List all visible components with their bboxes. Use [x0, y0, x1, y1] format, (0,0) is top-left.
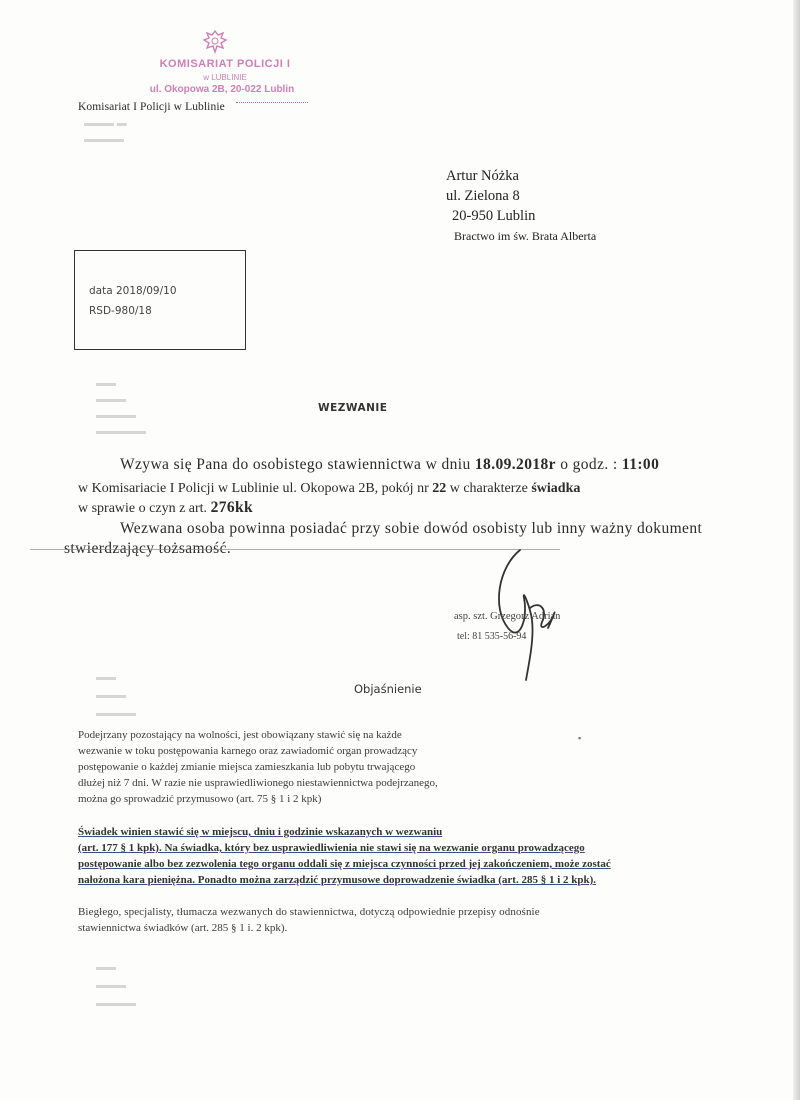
scan-line — [30, 549, 560, 550]
case-number: RSD-980/18 — [89, 305, 152, 317]
police-stamp — [140, 28, 310, 104]
expert-rule-line: Biegłego, specjalisty, tłumacza wezwanych do stawiennictwa, dotyczą odpowiednie przepisy odnośnie — [78, 906, 540, 918]
stamp-line-2: w LUBLINIE — [203, 73, 247, 82]
summons-time-label: o godz. : — [555, 456, 622, 473]
signatory-phone: tel: 81 535-56-94 — [457, 631, 527, 642]
stray-mark: ▪ — [578, 733, 582, 743]
bleed-through-mark: ▬▬▬ — [96, 394, 126, 405]
sender-name: Komisariat I Policji w Lublinie — [78, 101, 225, 113]
bleed-through-mark: ▬▬ — [96, 962, 116, 973]
scan-edge-shadow — [793, 0, 800, 1100]
explanation-line: wezwanie w toku postępowania karnego oraz zawiadomić organ prowadzący — [78, 745, 418, 757]
explanation-title: Objaśnienie — [354, 682, 422, 696]
bleed-through-mark: ▬▬▬▬▬ — [96, 426, 146, 437]
witness-duty-line: nałożona kara pieniężna. Ponadto można zarządzić przymusowe doprowadzenie świadka (art. 285 § 1 i 2 kpk). — [78, 874, 597, 886]
expert-rule-line: stawiennictwa świadków (art. 285 § 1 i. 2 kpk). — [78, 922, 288, 934]
stamp-dotted-line — [236, 102, 308, 103]
summons-line-4: Wezwana osoba powinna posiadać przy sobie dowód osobisty lub inny ważny dokument — [120, 520, 703, 537]
explanation-line: dłużej niż 7 dni. W razie nie usprawiedliwionego niestawiennictwa podejrzanego, — [78, 777, 438, 789]
document-date: data 2018/09/10 — [89, 285, 177, 297]
recipient-city: 20-950 Lublin — [452, 208, 536, 224]
stamp-line-1: KOMISARIAT POLICJI I — [159, 58, 291, 70]
witness-duty-line: Świadek winien stawić się w miejscu, dniu i godzinie wskazanych w wezwaniu — [78, 826, 443, 838]
summons-role: świadka — [531, 481, 581, 496]
eagle-emblem-icon — [200, 28, 230, 56]
bleed-through-mark: ▬▬ — [96, 378, 116, 389]
bleed-through-mark: ▬▬▬ ▬ — [84, 118, 127, 129]
summons-line-1 — [120, 456, 659, 474]
reference-box — [74, 250, 246, 350]
witness-duty-line: postępowanie albo bez zezwolenia tego organu oddali się z miejsca czynności przed jej zakończeniem, może zostać — [78, 858, 611, 870]
summons-line-5: stwierdzający tożsamość. — [64, 540, 232, 557]
explanation-line: postępowanie o każdej zmianie miejsca zamieszkania lub pobytu trwającego — [78, 761, 416, 773]
stamp-line-3: ul. Okopowa 2B, 20-022 Lublin — [149, 84, 295, 95]
summons-line-3 — [78, 499, 253, 517]
explanation-line: Podejrzany pozostający na wolności, jest obowiązany stawić się na każde — [78, 729, 402, 741]
bleed-through-mark: ▬▬▬ — [96, 980, 126, 991]
bleed-through-mark: ▬▬▬▬ — [96, 708, 136, 719]
bleed-through-mark: ▬▬▬ — [96, 690, 126, 701]
appearance-time: 11:00 — [621, 456, 660, 473]
recipient-name: Artur Nóżka — [446, 168, 519, 184]
bleed-through-mark: ▬▬▬▬ — [96, 410, 136, 421]
appearance-date: 18.09.2018r — [474, 456, 556, 473]
signatory-name: asp. szt. Grzegorz Adrian — [454, 611, 561, 622]
recipient-street: ul. Zielona 8 — [446, 188, 520, 204]
document-title: WEZWANIE — [318, 402, 388, 414]
summons-capacity-label: w charakterze — [446, 481, 532, 496]
bleed-through-mark: ▬▬ — [96, 672, 116, 683]
room-number: 22 — [432, 481, 447, 496]
recipient-institution: Bractwo im św. Brata Alberta — [454, 229, 597, 243]
explanation-line: można go sprowadzić przymusowo (art. 75 § 1 i 2 kpk) — [78, 793, 322, 805]
summons-intro: Wzywa się Pana do osobistego stawiennictwa w dniu — [120, 456, 475, 473]
recipient-address — [446, 166, 596, 246]
summons-line-2 — [78, 481, 580, 497]
witness-duty-line: (art. 177 § 1 kpk). Na świadka, który bez usprawiedliwienia nie stawi się na wezwanie organu prowadzącego — [78, 842, 585, 854]
summons-location: w Komisariacie I Policji w Lublinie ul. Okopowa 2B, pokój nr — [78, 481, 433, 496]
legal-article: 276kk — [210, 499, 254, 516]
bleed-through-mark: ▬▬▬▬ — [84, 134, 124, 145]
bleed-through-mark: ▬▬▬▬ — [96, 998, 136, 1009]
summons-matter-label: w sprawie o czyn z art. — [78, 501, 211, 516]
